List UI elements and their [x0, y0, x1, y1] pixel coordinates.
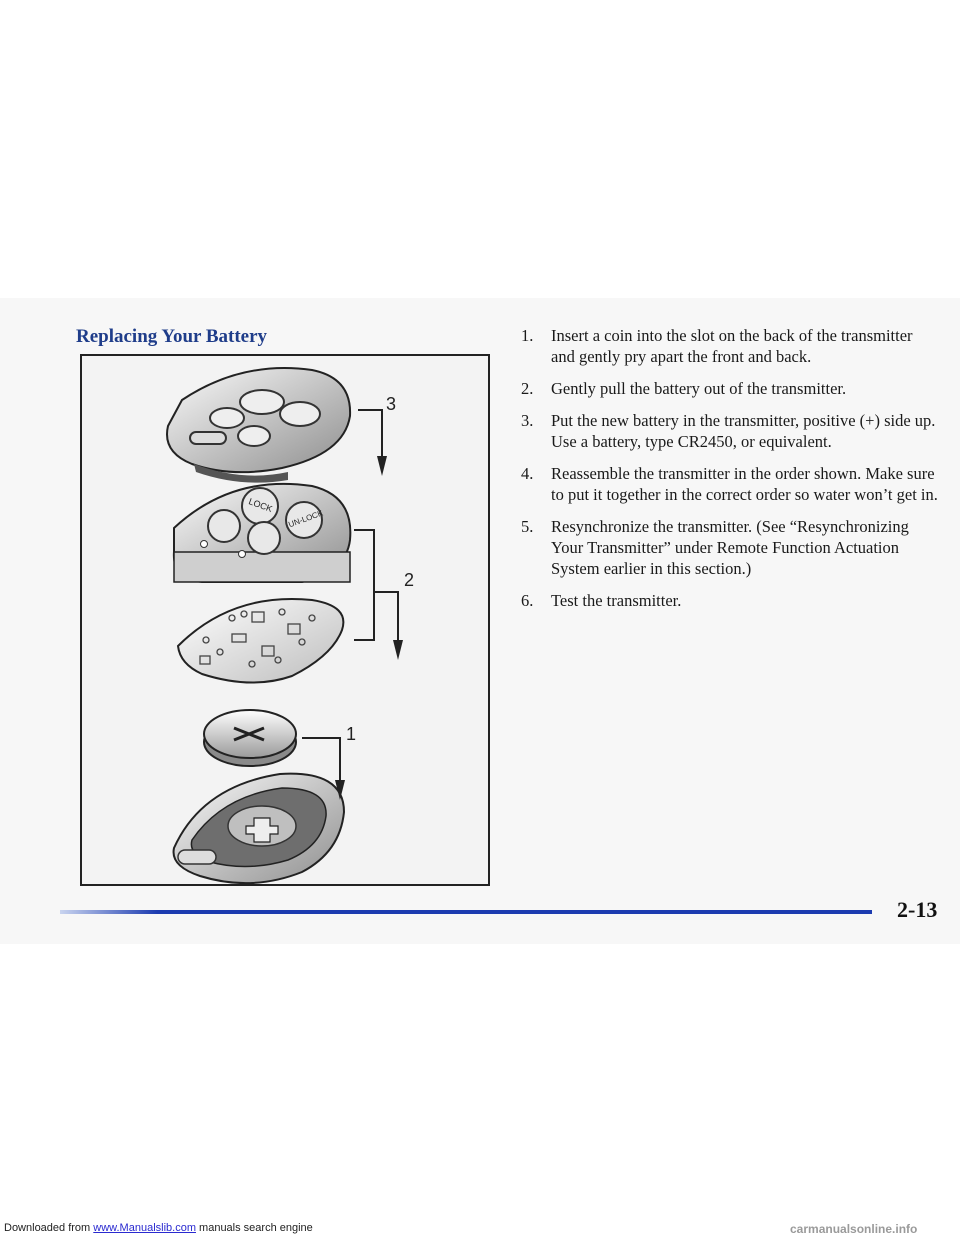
step-number: 1.: [521, 326, 534, 345]
step-number: 2.: [521, 379, 534, 398]
step-3: [518, 410, 938, 452]
unlock-button-label: UN-LOCK: [287, 508, 325, 530]
callout-3: [358, 394, 396, 476]
step-number: 5.: [521, 517, 534, 536]
step-5: [518, 516, 938, 579]
step-text: Gently pull the battery out of the transmitter.: [551, 379, 847, 398]
battery-replacement-figure: [80, 354, 490, 886]
step-number: 4.: [521, 464, 534, 483]
exploded-transmitter-diagram: [82, 356, 488, 884]
footer-suffix: manuals search engine: [195, 1222, 313, 1234]
step-text: Reassemble the transmitter in the order shown. Make sure to put it together in the correct order so water won’t get in.: [551, 464, 938, 504]
step-text: Test the transmitter.: [551, 591, 682, 610]
front-cover-part: [167, 368, 350, 483]
step-6: [518, 590, 938, 611]
back-housing-part: [174, 774, 344, 883]
lock-button-label: LOCK: [247, 496, 274, 515]
keypad-part: [174, 484, 350, 582]
step-4: [518, 463, 938, 505]
step-number: 3.: [521, 411, 534, 430]
download-footer: [4, 1222, 313, 1234]
step-text: Insert a coin into the slot on the back of the transmitter and gently pry apart the front and back.: [551, 326, 913, 366]
page-number: 2-13: [897, 897, 938, 922]
manualslib-link[interactable]: www.Manualslib.com: [93, 1222, 196, 1234]
callout-2: [354, 530, 414, 660]
step-1: [518, 325, 938, 367]
step-text: Put the new battery in the transmitter, positive (+) side up. Use a battery, type CR2450, or equivalent.: [551, 411, 936, 451]
callout-3-label: 3: [386, 394, 397, 414]
instruction-steps: [518, 325, 938, 622]
footer-prefix: Downloaded from: [4, 1222, 94, 1234]
step-2: [518, 378, 938, 399]
callout-1-label: 1: [346, 724, 357, 744]
battery-coin-part: [204, 710, 296, 766]
step-number: 6.: [521, 591, 534, 610]
watermark: carmanualsonline.info: [790, 1222, 918, 1236]
callout-2-label: 2: [404, 570, 415, 590]
step-text: Resynchronize the transmitter. (See “Resynchronizing Your Transmitter” under Remote Function Actuation System earlier in this section.): [551, 517, 909, 578]
footer-rule: [60, 910, 872, 914]
circuit-board-part: [178, 599, 343, 683]
section-title: Replacing Your Battery: [76, 326, 268, 347]
